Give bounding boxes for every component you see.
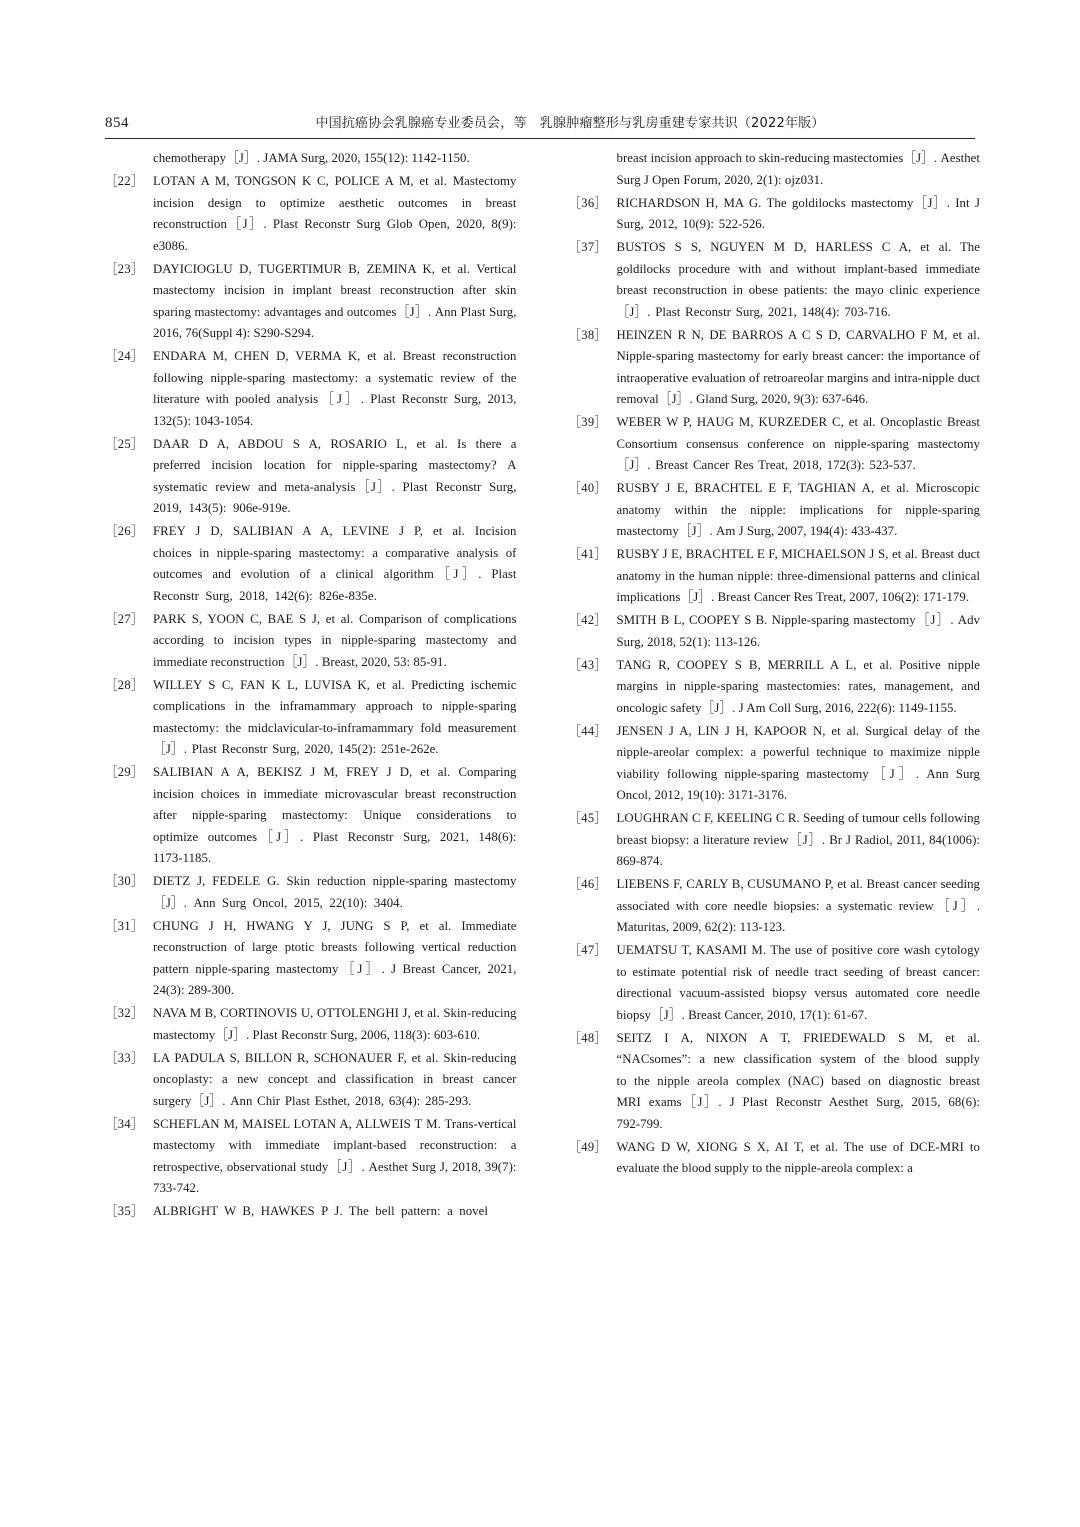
reference-item	[569, 1137, 981, 1180]
running-title: 中国抗癌协会乳腺癌专业委员会，等 乳腺肿瘤整形与乳房重建专家共识（2022年版）	[315, 116, 825, 131]
reference-number: ［43］	[568, 657, 608, 672]
reference-text: WANG D W, XIONG S X, AI T, et al. The use of DCE-MRI to evaluate the blood supply to the nipple-areola complex: a	[616, 1139, 980, 1175]
reference-text: HEINZEN R N, DE BARROS A C S D, CARVALHO F M, et al. Nipple-sparing mastectomy for early breast cancer: the importance of intraoperative evaluation of retroareolar margins and intra-nipple duct removal［J］. Gland Surg, 2020, 9(3): 637-646.	[616, 327, 980, 406]
reference-text: DIETZ J, FEDELE G. Skin reduction nipple-sparing mastectomy［J］. Ann Surg Oncol, 2015, 22(10): 3404.	[153, 874, 517, 910]
reference-text: LOUGHRAN C F, KEELING C R. Seeding of tumour cells following breast biopsy: a literature review［J］. Br J Radiol, 2011, 84(1006): 869-874.	[616, 811, 980, 868]
reference-text: breast incision approach to skin-reducing mastectomies［J］. Aesthet Surg J Open Forum, 2020, 2(1): ojz031.	[616, 151, 980, 187]
reference-number: ［41］	[568, 547, 608, 561]
reference-item	[105, 609, 517, 674]
reference-item	[569, 874, 981, 939]
reference-text: LA PADULA S, BILLON R, SCHONAUER F, et al. Skin-reducing oncoplasty: a new concept and classification in breast cancer surgery［J］. Ann Chir Plast Esthet, 2018, 63(4): 285-293.	[153, 1050, 517, 1108]
reference-number: ［30］	[105, 874, 144, 888]
reference-continuation	[105, 148, 517, 170]
reference-item	[105, 762, 517, 870]
reference-item	[105, 871, 517, 914]
left-column	[105, 148, 517, 1224]
reference-item	[105, 346, 517, 432]
reference-item	[105, 1201, 517, 1223]
reference-number: ［48］	[568, 1030, 608, 1045]
reference-number: ［23］	[105, 261, 144, 276]
reference-number: ［47］	[568, 943, 608, 957]
reference-number: ［46］	[568, 877, 608, 891]
reference-text: BUSTOS S S, NGUYEN M D, HARLESS C A, et al. The goldilocks procedure with and without implant-based immediate breast reconstruction in obese patients: the mayo clinic experience［J］. Plast Reconstr Surg, 2021, 148(4): 703-716.	[616, 240, 980, 319]
reference-number: ［33］	[105, 1050, 144, 1065]
reference-text: SALIBIAN A A, BEKISZ J M, FREY J D, et al. Comparing incision choices in immediate microvascular breast reconstruction after nipple-sparing mastectomy: Unique considerations to optimize outcomes［J］. Plast Reconstr Surg, 2021, 148(6): 1173-1185.	[153, 765, 517, 865]
reference-text: UEMATSU T, KASAMI M. The use of positive core wash cytology to estimate potential risk of needle tract seeding of breast cancer: directional vacuum-assisted biopsy versus automated core needle biopsy［J］. Breast Cancer, 2010, 17(1): 61-67.	[616, 943, 980, 1022]
reference-item	[569, 610, 981, 653]
reference-number: ［36］	[568, 195, 608, 210]
reference-number: ［27］	[105, 611, 144, 626]
right-column	[569, 148, 981, 1224]
reference-item	[105, 675, 517, 761]
reference-item	[569, 655, 981, 720]
reference-number: ［44］	[568, 723, 608, 738]
reference-number: ［22］	[105, 174, 144, 188]
reference-number: ［42］	[568, 613, 608, 627]
reference-item	[569, 808, 981, 873]
reference-item	[105, 434, 517, 520]
reference-number: ［37］	[568, 240, 608, 254]
reference-item	[569, 544, 981, 609]
reference-item	[569, 940, 981, 1026]
reference-text: RICHARDSON H, MA G. The goldilocks mastectomy［J］. Int J Surg, 2012, 10(9): 522-526.	[616, 195, 980, 231]
reference-number: ［49］	[568, 1139, 608, 1154]
reference-text: SMITH B L, COOPEY S B. Nipple-sparing mastectomy［J］. Adv Surg, 2018, 52(1): 113-126.	[616, 613, 980, 649]
reference-text: RUSBY J E, BRACHTEL E F, MICHAELSON J S, et al. Breast duct anatomy in the human nipple: three-dimensional patterns and clinical implications［J］. Breast Cancer Res Treat, 2007, 106(2): 171-179.	[616, 547, 980, 604]
reference-item	[105, 916, 517, 1002]
reference-text: ENDARA M, CHEN D, VERMA K, et al. Breast reconstruction following nipple-sparing mastectomy: a systematic review of the literature with pooled analysis［J］. Plast Reconstr Surg, 2013, 132(5): 1043-1054.	[153, 349, 517, 428]
reference-columns	[105, 148, 980, 1224]
reference-item	[569, 237, 981, 323]
reference-item	[105, 521, 517, 607]
reference-text: WILLEY S C, FAN K L, LUVISA K, et al. Predicting ischemic complications in the inframammary approach to nipple-sparing mastectomy: the midclavicular-to-inframammary fold measurement［J］. Plast Reconstr Surg, 2020, 145(2): 251e-262e.	[153, 677, 517, 756]
reference-number: ［26］	[105, 524, 144, 538]
reference-text: LOTAN A M, TONGSON K C, POLICE A M, et al. Mastectomy incision design to optimize aesthetic outcomes in breast reconstruction［J］. Plast Reconstr Surg Glob Open, 2020, 8(9): e3086.	[153, 174, 517, 253]
reference-number: ［25］	[105, 436, 144, 451]
reference-continuation	[569, 148, 981, 191]
reference-text: TANG R, COOPEY S B, MERRILL A L, et al. Positive nipple margins in nipple-sparing mastectomies: rates, management, and oncologic safety［J］. J Am Coll Surg, 2016, 222(6): 1149-1155.	[616, 657, 980, 715]
reference-item	[569, 325, 981, 411]
reference-number: ［28］	[105, 677, 144, 692]
reference-item	[105, 171, 517, 257]
reference-item	[105, 1114, 517, 1200]
reference-item	[105, 1048, 517, 1113]
reference-number: ［31］	[105, 918, 144, 933]
reference-text: LIEBENS F, CARLY B, CUSUMANO P, et al. Breast cancer seeding associated with core needle biopsies: a systematic review［J］. Maturitas, 2009, 62(2): 113-123.	[616, 877, 980, 934]
reference-text: CHUNG J H, HWANG Y J, JUNG S P, et al. Immediate reconstruction of large ptotic breasts following vertical reduction pattern nipple-sparing mastectomy［J］. J Breast Cancer, 2021, 24(3): 289-300.	[153, 918, 517, 997]
reference-text: SEITZ I A, NIXON A T, FRIEDEWALD S M, et al. “NACsomes”: a new classification system of the blood supply to the nipple areola complex (NAC) based on diagnostic breast MRI exams［J］. J Plast Reconstr Aesthet Surg, 2015, 68(6): 792-799.	[616, 1030, 980, 1131]
reference-number: ［35］	[105, 1204, 144, 1218]
reference-text: ALBRIGHT W B, HAWKES P J. The bell pattern: a novel	[153, 1204, 488, 1218]
reference-item	[569, 193, 981, 236]
reference-item	[569, 412, 981, 477]
reference-item	[569, 1028, 981, 1136]
reference-text: JENSEN J A, LIN J H, KAPOOR N, et al. Surgical delay of the nipple-areolar complex: a powerful technique to maximize nipple viability following nipple-sparing mastectomy［J］. Ann Surg Oncol, 2012, 19(10): 3171-3176.	[616, 723, 980, 802]
reference-text: FREY J D, SALIBIAN A A, LEVINE J P, et al. Incision choices in nipple-sparing mastectomy: a comparative analysis of outcomes and evolution of a clinical algorithm［J］. Plast Reconstr Surg, 2018, 142(6): 826e-835e.	[153, 524, 517, 603]
reference-number: ［32］	[105, 1006, 144, 1020]
page-number: 854	[105, 115, 129, 131]
reference-text: DAYICIOGLU D, TUGERTIMUR B, ZEMINA K, et al. Vertical mastectomy incision in implant breast reconstruction after skin sparing mastectomy: advantages and outcomes［J］. Ann Plast Surg, 2016, 76(Suppl 4): S290-S294.	[153, 261, 517, 340]
reference-item	[569, 478, 981, 543]
reference-text: WEBER W P, HAUG M, KURZEDER C, et al. Oncoplastic Breast Consortium consensus conference on nipple-sparing mastectomy［J］. Breast Cancer Res Treat, 2018, 172(3): 523-537.	[616, 415, 980, 472]
page-header	[105, 112, 975, 139]
reference-number: ［24］	[105, 349, 144, 363]
reference-item	[105, 1003, 517, 1046]
reference-text: DAAR D A, ABDOU S A, ROSARIO L, et al. Is there a preferred incision location for nipple-sparing mastectomy? A systematic review and meta-analysis［J］. Plast Reconstr Surg, 2019, 143(5): 906e-919e.	[153, 436, 517, 515]
reference-text: RUSBY J E, BRACHTEL E F, TAGHIAN A, et al. Microscopic anatomy within the nipple: implications for nipple-sparing mastectomy［J］. Am J Surg, 2007, 194(4): 433-437.	[616, 481, 980, 538]
reference-number: ［40］	[568, 481, 608, 495]
reference-text: PARK S, YOON C, BAE S J, et al. Comparison of complications according to incision types in nipple-sparing mastectomy and immediate reconstruction［J］. Breast, 2020, 53: 85-91.	[153, 611, 517, 669]
reference-text: NAVA M B, CORTINOVIS U, OTTOLENGHI J, et al. Skin-reducing mastectomy［J］. Plast Reconstr Surg, 2006, 118(3): 603-610.	[153, 1006, 517, 1042]
reference-number: ［38］	[568, 327, 608, 342]
reference-text: chemotherapy［J］. JAMA Surg, 2020, 155(12): 1142-1150.	[153, 151, 470, 165]
reference-item	[105, 259, 517, 345]
reference-text: SCHEFLAN M, MAISEL LOTAN A, ALLWEIS T M. Trans-vertical mastectomy with immediate implant-based reconstruction: a retrospective, observational study［J］. Aesthet Surg J, 2018, 39(7): 733-742.	[153, 1116, 517, 1195]
reference-number: ［39］	[568, 415, 608, 429]
reference-number: ［34］	[105, 1116, 144, 1131]
reference-number: ［29］	[105, 765, 144, 779]
reference-item	[569, 721, 981, 807]
reference-number: ［45］	[568, 811, 608, 825]
